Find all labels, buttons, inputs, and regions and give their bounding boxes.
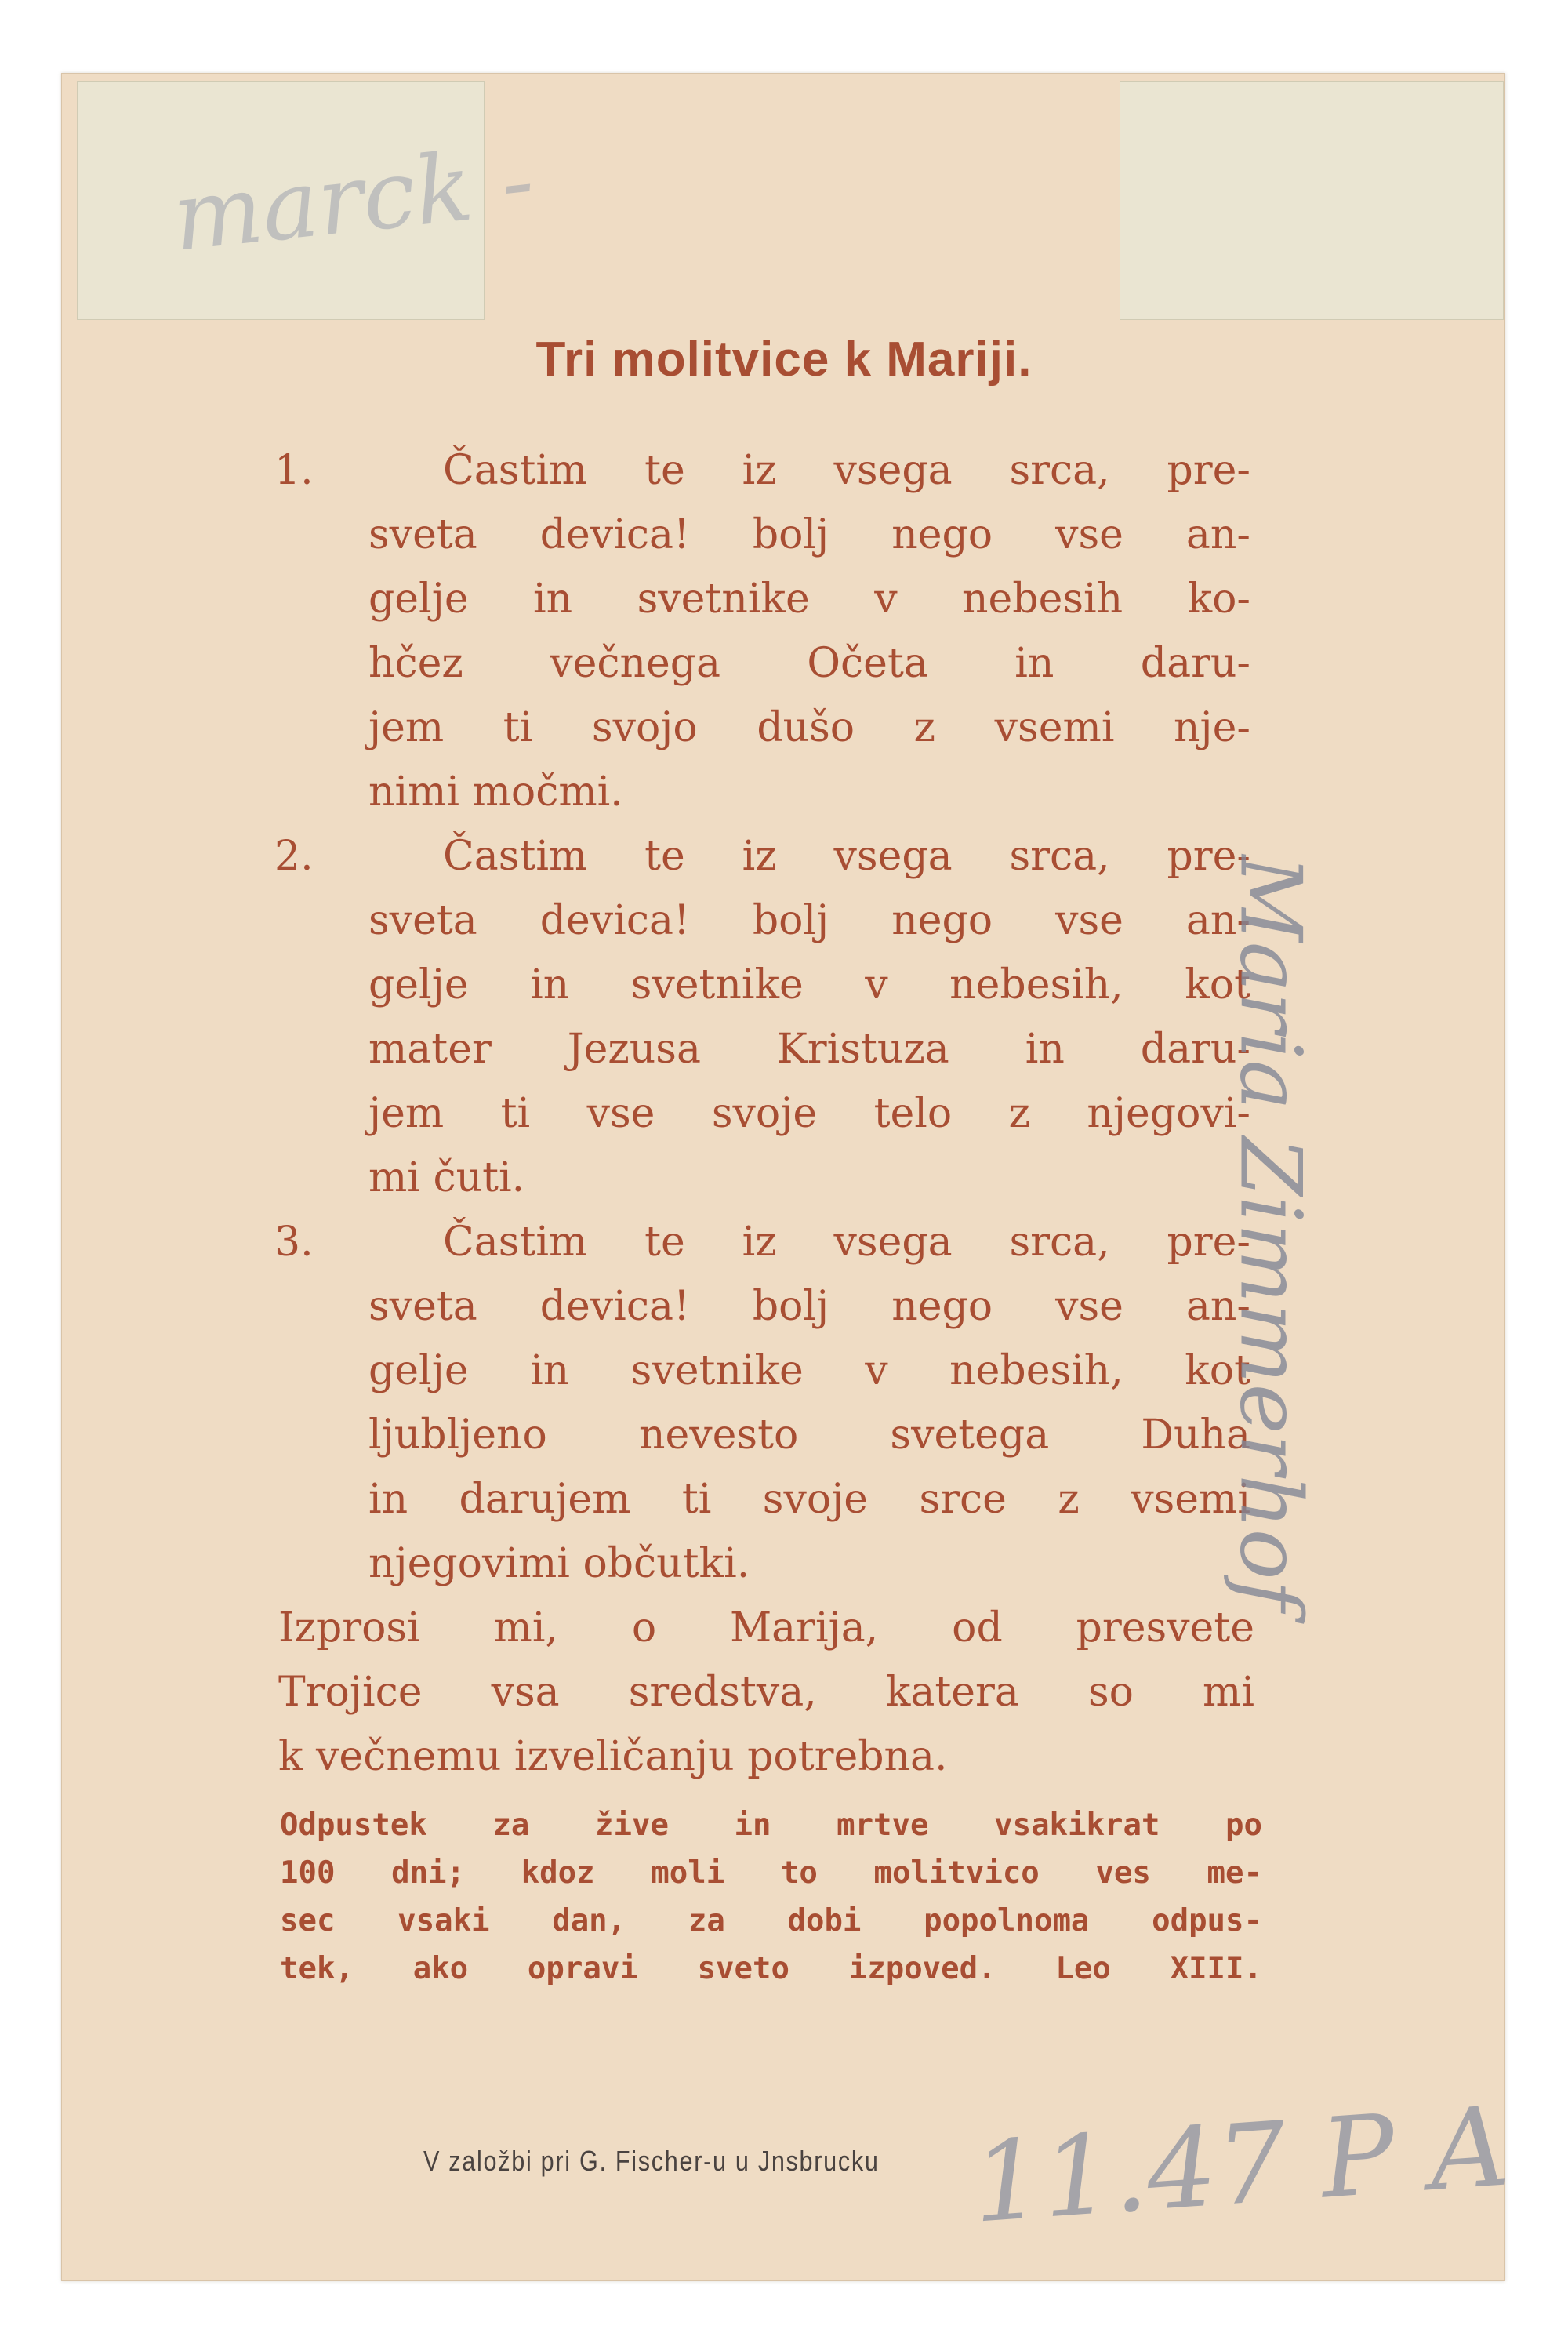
prayer-line: mi čuti. — [368, 1154, 525, 1201]
prayer-line: Častim te iz vsega srca, pre- — [443, 447, 1250, 494]
closing-line: k večnemu izveličanju potrebna. — [278, 1733, 948, 1780]
prayer-line: mater Jezusa Kristuza in daru- — [368, 1026, 1250, 1073]
prayer-line: in darujem ti svoje srce z vsemi — [368, 1476, 1250, 1523]
prayer-line: njegovimi občutki. — [368, 1540, 750, 1587]
tape-strip-right — [1120, 81, 1504, 320]
prayer-line: gelje in svetnike v nebesih ko- — [368, 576, 1250, 623]
prayer-line: hčez večnega Očeta in daru- — [368, 640, 1250, 687]
prayer-number: 1. — [274, 447, 314, 494]
indulgence-line: Odpustek za žive in mrtve vsakikrat po — [280, 1808, 1262, 1843]
prayer-line: sveta devica! bolj nego vse an- — [368, 511, 1250, 558]
prayer-number: 3. — [274, 1219, 314, 1266]
prayer-line: nimi močmi. — [368, 768, 623, 816]
prayer-line: jem ti vse svoje telo z njegovi- — [368, 1090, 1250, 1137]
prayer-number: 2. — [274, 833, 314, 880]
pencil-note-side: Maria Zimmerhof — [1221, 855, 1319, 1611]
pencil-inventory-code: 11.47 P A — [968, 2083, 1513, 2248]
indulgence-line: 100 dni; kdoz moli to molitvico ves me- — [280, 1855, 1262, 1891]
prayer-line: ljubljeno nevesto svetega Duha — [368, 1412, 1250, 1459]
prayer-line: sveta devica! bolj nego vse an- — [368, 897, 1250, 944]
closing-line: Trojice vsa sredstva, katera so mi — [278, 1669, 1254, 1716]
card-title: Tri molitvice k Mariji. — [535, 332, 1033, 387]
indulgence-line: tek, ako opravi sveto izpoved. Leo XIII. — [280, 1951, 1262, 1986]
prayer-line: jem ti svojo dušo z vsemi nje- — [368, 704, 1250, 751]
indulgence-line: sec vsaki dan, za dobi popolnoma odpus- — [280, 1903, 1262, 1938]
prayer-line: Častim te iz vsega srca, pre- — [443, 833, 1250, 880]
prayer-line: gelje in svetnike v nebesih, kot — [368, 961, 1250, 1008]
prayer-line: Častim te iz vsega srca, pre- — [443, 1219, 1250, 1266]
prayer-line: gelje in svetnike v nebesih, kot — [368, 1347, 1250, 1394]
prayer-line: sveta devica! bolj nego vse an- — [368, 1283, 1250, 1330]
closing-line: Izprosi mi, o Marija, od presvete — [278, 1604, 1254, 1651]
publisher-imprint: V založbi pri G. Fischer-u u Jnsbrucku — [423, 2145, 880, 2177]
pencil-note-top: marck - — [167, 126, 539, 273]
